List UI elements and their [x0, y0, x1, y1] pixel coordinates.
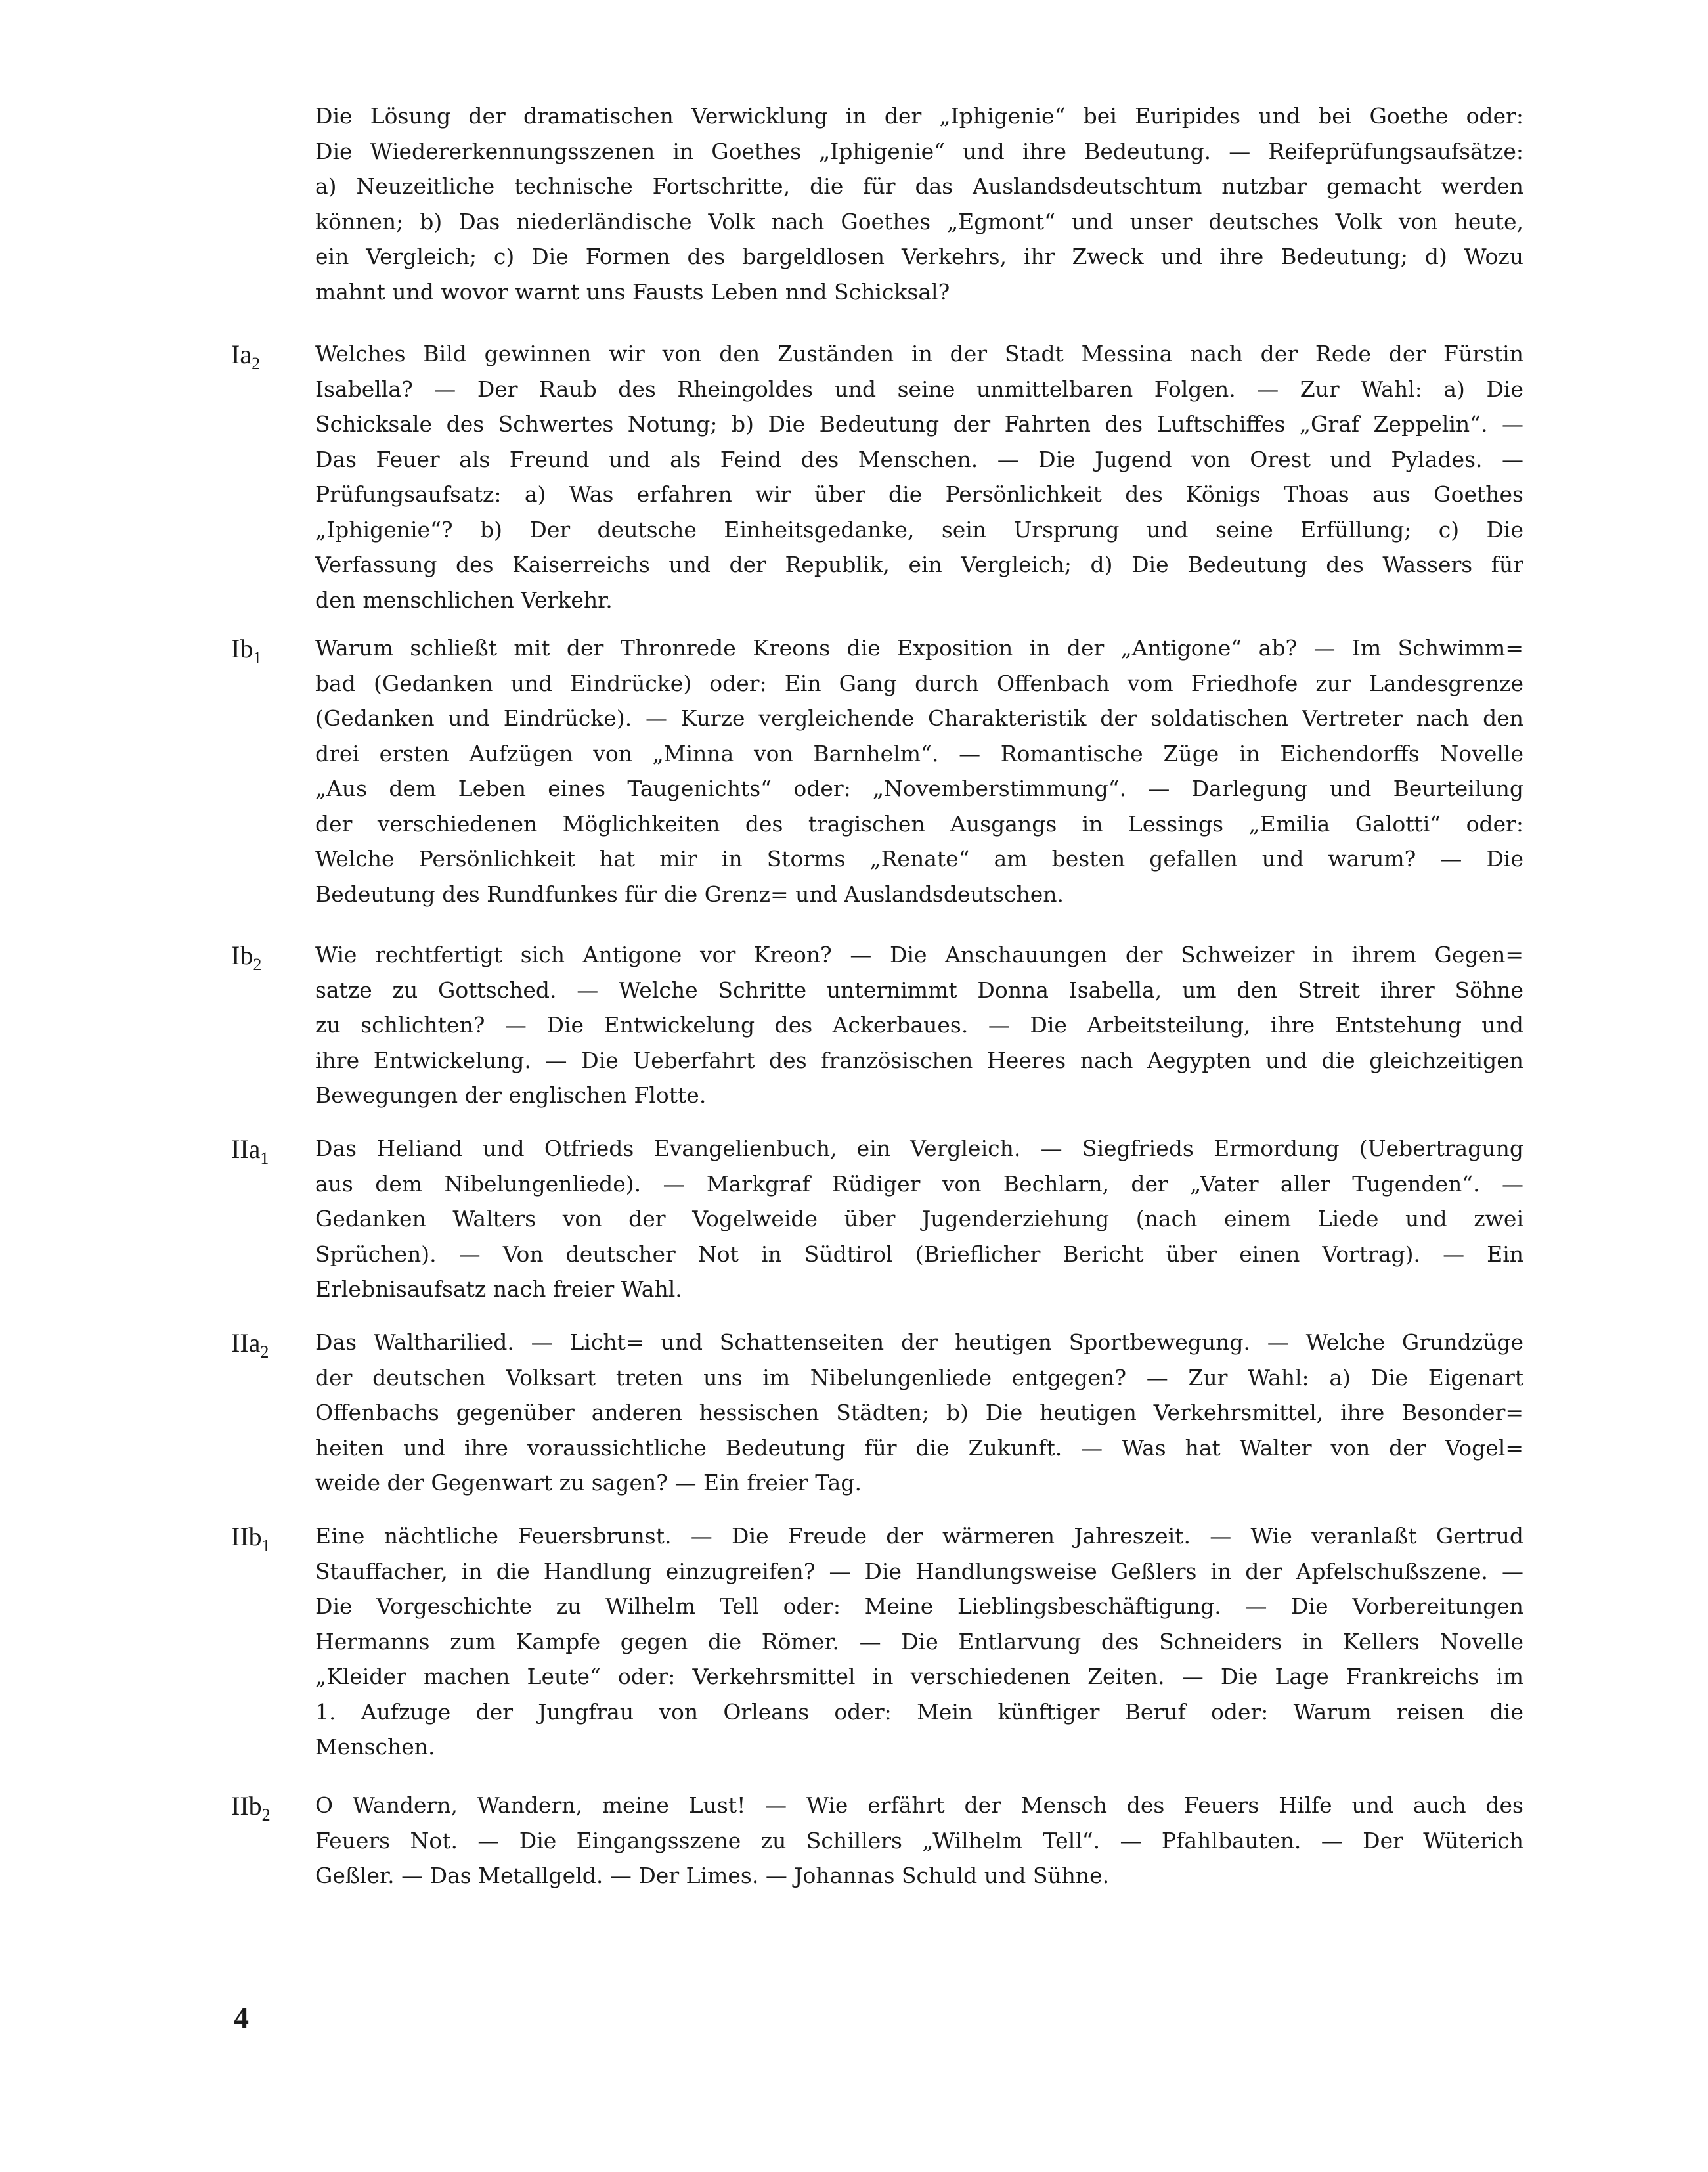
text-line: Geßler. — Das Metallgeld. — Der Limes. — Johannas Schuld und Sühne.	[315, 1863, 1110, 1888]
class-label-text: Ib	[231, 941, 253, 970]
text-line: „Iphigenie“? b) Der deutsche Einheitsgedanke, sein Ursprung und seine Erfüllung; c) Die	[315, 516, 1523, 543]
text-line: Wie rechtfertigt sich Antigone vor Kreon? — Die Anschauungen der Schweizer in ihrem Gegen=	[315, 942, 1523, 967]
page-number: 4	[234, 2001, 249, 2034]
text-line: „Kleider machen Leute“ oder: Verkehrsmittel in verschiedenen Zeiten. — Die Lage Frankreichs im	[315, 1664, 1523, 1689]
text-line: mahnt und wovor warnt uns Fausts Leben nnd Schicksal?	[315, 278, 950, 305]
class-label	[231, 1134, 269, 1168]
class-label-text: IIa	[231, 1328, 261, 1358]
class-label	[231, 1790, 271, 1825]
text-line: Menschen.	[315, 1734, 435, 1760]
text-line: Erlebnisaufsatz nach freier Wahl.	[315, 1276, 682, 1302]
text-line: Welches Bild gewinnen wir von den Zuständen in der Stadt Messina nach der Rede der Fürstin	[315, 341, 1523, 366]
text-line: 1. Aufzuge der Jungfrau von Orleans oder: Mein künftiger Beruf oder: Warum reisen die	[315, 1698, 1523, 1725]
text-line: „Aus dem Leben eines Taugenichts“ oder: „Novemberstimmung“. — Darlegung und Beurteilung	[315, 776, 1523, 801]
class-label-text: Ia	[231, 340, 252, 369]
text-line: Hermanns zum Kampfe gegen die Römer. — Die Entlarvung des Schneiders in Kellers Novelle	[315, 1628, 1523, 1654]
section-paragraph	[315, 336, 1523, 617]
text-line: der verschiedenen Möglichkeiten des tragischen Ausgangs in Lessings „Emilia Galotti“ oder:	[315, 810, 1523, 837]
text-line: Verfassung des Kaiserreichs und der Republik, ein Vergleich; d) Die Bedeutung des Wassers für	[315, 552, 1523, 577]
text-line: Die Vorgeschichte zu Wilhelm Tell oder: Meine Lieblingsbeschäftigung. — Die Vorbereitungen	[315, 1593, 1523, 1619]
text-line: O Wandern, Wandern, meine Lust! — Wie erfährt der Mensch des Feuers Hilfe und auch des	[315, 1792, 1523, 1818]
section-paragraph	[315, 1325, 1523, 1501]
text-line: Schicksale des Schwertes Notung; b) Die Bedeutung der Fahrten des Luftschiffes „Graf Zeppelin“. —	[315, 411, 1523, 437]
text-line: Stauffacher, in die Handlung einzugreifen? — Die Handlungsweise Geßlers in der Apfelschußszene. —	[315, 1558, 1523, 1584]
class-label-text: IIb	[231, 1791, 262, 1821]
text-line: können; b) Das niederländische Volk nach Goethes „Egmont“ und unser deutsches Volk von heute,	[315, 208, 1523, 234]
text-line: bad (Gedanken und Eindrücke) oder: Ein Gang durch Offenbach vom Friedhofe zur Landesgrenze	[315, 670, 1523, 696]
text-line: Prüfungsaufsatz: a) Was erfahren wir über die Persönlichkeit des Königs Thoas aus Goethes	[315, 481, 1523, 507]
section-paragraph	[315, 937, 1523, 1113]
text-line: zu schlichten? — Die Entwickelung des Ackerbaues. — Die Arbeitsteilung, ihre Entstehung und	[315, 1012, 1523, 1038]
class-label-subscript: 1	[261, 1536, 271, 1555]
text-line: ein Vergleich; c) Die Formen des bargeldlosen Verkehrs, ihr Zweck und ihre Bedeutung; d) Wozu	[315, 244, 1523, 269]
text-line: (Gedanken und Eindrücke). — Kurze vergleichende Charakteristik der soldatischen Vertreter nach den	[315, 705, 1523, 731]
text-line: Sprüchen). — Von deutscher Not in Südtirol (Brieflicher Bericht über einen Vortrag). — Ein	[315, 1241, 1523, 1267]
section-paragraph	[315, 1518, 1523, 1765]
section-paragraph	[315, 1131, 1523, 1307]
class-label	[231, 1521, 271, 1556]
text-line: Das Feuer als Freund und als Feind des Menschen. — Die Jugend von Orest und Pylades. —	[315, 446, 1523, 472]
section-paragraph	[315, 99, 1523, 309]
class-label-text: IIa	[231, 1134, 261, 1164]
text-line: Das Heliand und Otfrieds Evangelienbuch, ein Vergleich. — Siegfrieds Ermordung (Uebertragung	[315, 1136, 1523, 1161]
text-line: aus dem Nibelungenliede). — Markgraf Rüdiger von Bechlarn, der „Vater aller Tugenden“. —	[315, 1170, 1523, 1197]
class-label	[231, 633, 261, 668]
class-label-subscript: 2	[252, 354, 261, 373]
class-label-text: Ib	[231, 634, 253, 663]
text-line: Die Lösung der dramatischen Verwicklung in der „Iphigenie“ bei Euripides und bei Goethe oder:	[315, 103, 1523, 129]
text-line: Warum schließt mit der Thronrede Kreons die Exposition in der „Antigone“ ab? — Im Schwimm=	[315, 635, 1523, 661]
text-line: ihre Entwickelung. — Die Ueberfahrt des französischen Heeres nach Aegypten und die gleichzeitigen	[315, 1047, 1523, 1073]
text-line: Welche Persönlichkeit hat mir in Storms „Renate“ am besten gefallen und warum? — Die	[315, 846, 1523, 872]
section-paragraph	[315, 631, 1523, 912]
text-line: der deutschen Volksart treten uns im Nibelungenliede entgegen? — Zur Wahl: a) Die Eigenart	[315, 1364, 1523, 1390]
text-line: Bedeutung des Rundfunkes für die Grenz= und Auslandsdeutschen.	[315, 881, 1064, 907]
text-line: Eine nächtliche Feuersbrunst. — Die Freude der wärmeren Jahreszeit. — Wie veranlaßt Gertrud	[315, 1523, 1523, 1549]
class-label	[231, 339, 260, 374]
text-line: drei ersten Aufzügen von „Minna von Barnhelm“. — Romantische Züge in Eichendorffs Novelle	[315, 740, 1523, 766]
text-line: Bewegungen der englischen Flotte.	[315, 1082, 707, 1108]
text-line: den menschlichen Verkehr.	[315, 587, 613, 613]
text-line: Offenbachs gegenüber anderen hessischen Städten; b) Die heutigen Verkehrsmittel, ihre Besonder=	[315, 1400, 1523, 1425]
text-line: weide der Gegenwart zu sagen? — Ein freier Tag.	[315, 1470, 862, 1496]
text-line: heiten und ihre voraussichtliche Bedeutung für die Zukunft. — Was hat Walter von der Vogel=	[315, 1434, 1523, 1461]
class-label-subscript: 2	[261, 1806, 271, 1825]
text-line: a) Neuzeitliche technische Fortschritte, die für das Auslandsdeutschtum nutzbar gemacht werden	[315, 173, 1523, 199]
class-label-subscript: 1	[260, 1149, 269, 1168]
class-label-subscript: 1	[253, 648, 262, 667]
class-label	[231, 1327, 269, 1362]
class-label	[231, 940, 261, 975]
class-label-subscript: 2	[260, 1342, 269, 1362]
text-line: Isabella? — Der Raub des Rheingoldes und seine unmittelbaren Folgen. — Zur Wahl: a) Die	[315, 376, 1523, 402]
text-line: Feuers Not. — Die Eingangsszene zu Schillers „Wilhelm Tell“. — Pfahlbauten. — Der Wüterich	[315, 1827, 1523, 1853]
section-paragraph	[315, 1788, 1523, 1894]
text-line: Das Waltharilied. — Licht= und Schattenseiten der heutigen Sportbewegung. — Welche Grundzüge	[315, 1329, 1523, 1355]
class-label-text: IIb	[231, 1522, 262, 1551]
class-label-subscript: 2	[253, 955, 262, 974]
text-line: Die Wiedererkennungsszenen in Goethes „Iphigenie“ und ihre Bedeutung. — Reifeprüfungsaufsätze:	[315, 138, 1523, 164]
text-line: Gedanken Walters von der Vogelweide über Jugenderziehung (nach einem Liede und zwei	[315, 1206, 1523, 1231]
text-line: satze zu Gottsched. — Welche Schritte unternimmt Donna Isabella, um den Streit ihrer Söhne	[315, 977, 1523, 1003]
